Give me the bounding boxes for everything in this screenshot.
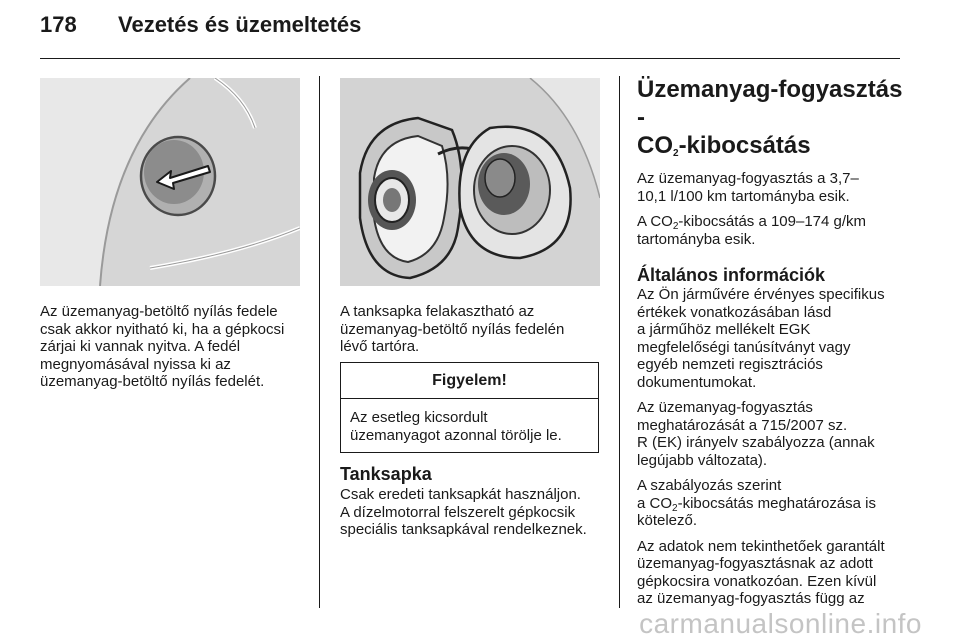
tanksapka-line: A dízelmotorral felszerelt gépkocsik (340, 503, 576, 521)
caption-line: Az üzemanyag-betöltő nyílás fedele (40, 303, 278, 320)
consumption-range-paragraph (637, 170, 905, 205)
para-line: dokumentumokat. (637, 373, 757, 391)
para-line: megfelelőségi tanúsítványt vagy (637, 338, 851, 356)
running-title: Vezetés és üzemeltetés (118, 12, 362, 37)
consumption-heading (637, 76, 905, 160)
page-number: 178 (40, 12, 77, 37)
warning-title: Figyelem! (341, 363, 598, 399)
heading-rest: -kibocsátás (678, 132, 811, 159)
heading-subscript: 2 (673, 148, 679, 159)
para-line: Az adatok nem tekinthetőek garantált (637, 537, 885, 555)
fuel-cap-illustration (340, 78, 600, 286)
tanksapka-line: Csak eredeti tanksapkát használjon. (340, 486, 581, 503)
para-line: gépkocsira vonatkozóan. Ezen kívül (637, 572, 877, 590)
tanksapka-text (340, 486, 608, 539)
para-line: egyéb nemzeti regisztrációs (637, 356, 823, 373)
general-info-paragraph (637, 286, 905, 391)
para-line: értékek vonatkozásában lásd (637, 303, 832, 321)
para-line: 10,1 l/100 km tartományba esik. (637, 187, 850, 205)
para-line: legújabb változata). (637, 451, 768, 469)
para-line: tartományba esik. (637, 230, 756, 248)
caption-line: üzemanyag-betöltő nyílás fedelén (340, 320, 565, 338)
fuel-flap-caption (40, 303, 310, 391)
subscript: 2 (672, 502, 678, 514)
co2-requirement-paragraph (637, 477, 905, 530)
para-line: Az Ön járművére érvényes specifikus (637, 286, 885, 303)
caption-line: lévő tartóra. (340, 338, 420, 355)
para-line: a CO (637, 494, 673, 512)
caption-line: megnyomásával nyissa ki az (40, 355, 231, 373)
para-line: az üzemanyag-fogyasztás függ az (637, 590, 865, 607)
disclaimer-paragraph (637, 538, 905, 608)
caption-line: csak akkor nyitható ki, ha a gépkocsi (40, 320, 285, 338)
para-line: kötelező. (637, 512, 698, 529)
tanksapka-line: speciális tanksapkával rendelkeznek. (340, 521, 587, 538)
column-divider-right (619, 76, 620, 608)
column-divider-left (319, 76, 320, 608)
caption-line: A tanksapka felakasztható az (340, 303, 535, 320)
para-line: R (EK) irányelv szabályozza (annak (637, 434, 875, 451)
warning-box (340, 362, 599, 453)
para-line: Az üzemanyag-fogyasztás a 3,7– (637, 170, 859, 187)
para-line: Az üzemanyag-fogyasztás (637, 399, 813, 416)
fuel-flap-illustration (40, 78, 300, 286)
co2-range-paragraph (637, 213, 905, 248)
para-line: üzemanyag-fogyasztásnak az adott (637, 555, 873, 572)
para-line: -kibocsátás meghatározása is (677, 494, 877, 512)
para-line: meghatározását a 715/2007 sz. (637, 416, 848, 434)
header-rule (40, 58, 900, 59)
heading-line1: Üzemanyag-fogyasztás - (637, 76, 903, 131)
regulation-paragraph (637, 399, 905, 469)
subscript: 2 (672, 221, 679, 232)
para-line: A szabályozás szerint (637, 477, 782, 494)
para-line: a járműhöz mellékelt EGK (637, 321, 811, 338)
tanksapka-heading: Tanksapka (340, 464, 432, 484)
caption-line: zárjai ki vannak nyitva. A fedél (40, 338, 241, 355)
watermark: carmanualsonline.info (639, 608, 922, 639)
caption-line: üzemanyag-betöltő nyílás fedelét. (40, 373, 265, 390)
warning-line: üzemanyagot azonnal törölje le. (350, 426, 562, 444)
general-info-heading: Általános információk (637, 265, 826, 285)
para-line: -kibocsátás a 109–174 g/km (678, 213, 867, 230)
warning-text (350, 409, 595, 444)
fuel-cap-caption (340, 303, 608, 356)
warning-line: Az esetleg kicsordult (350, 409, 488, 426)
consumption-section (637, 76, 905, 608)
heading-co: CO (637, 132, 673, 159)
para-line: A CO (637, 213, 673, 230)
